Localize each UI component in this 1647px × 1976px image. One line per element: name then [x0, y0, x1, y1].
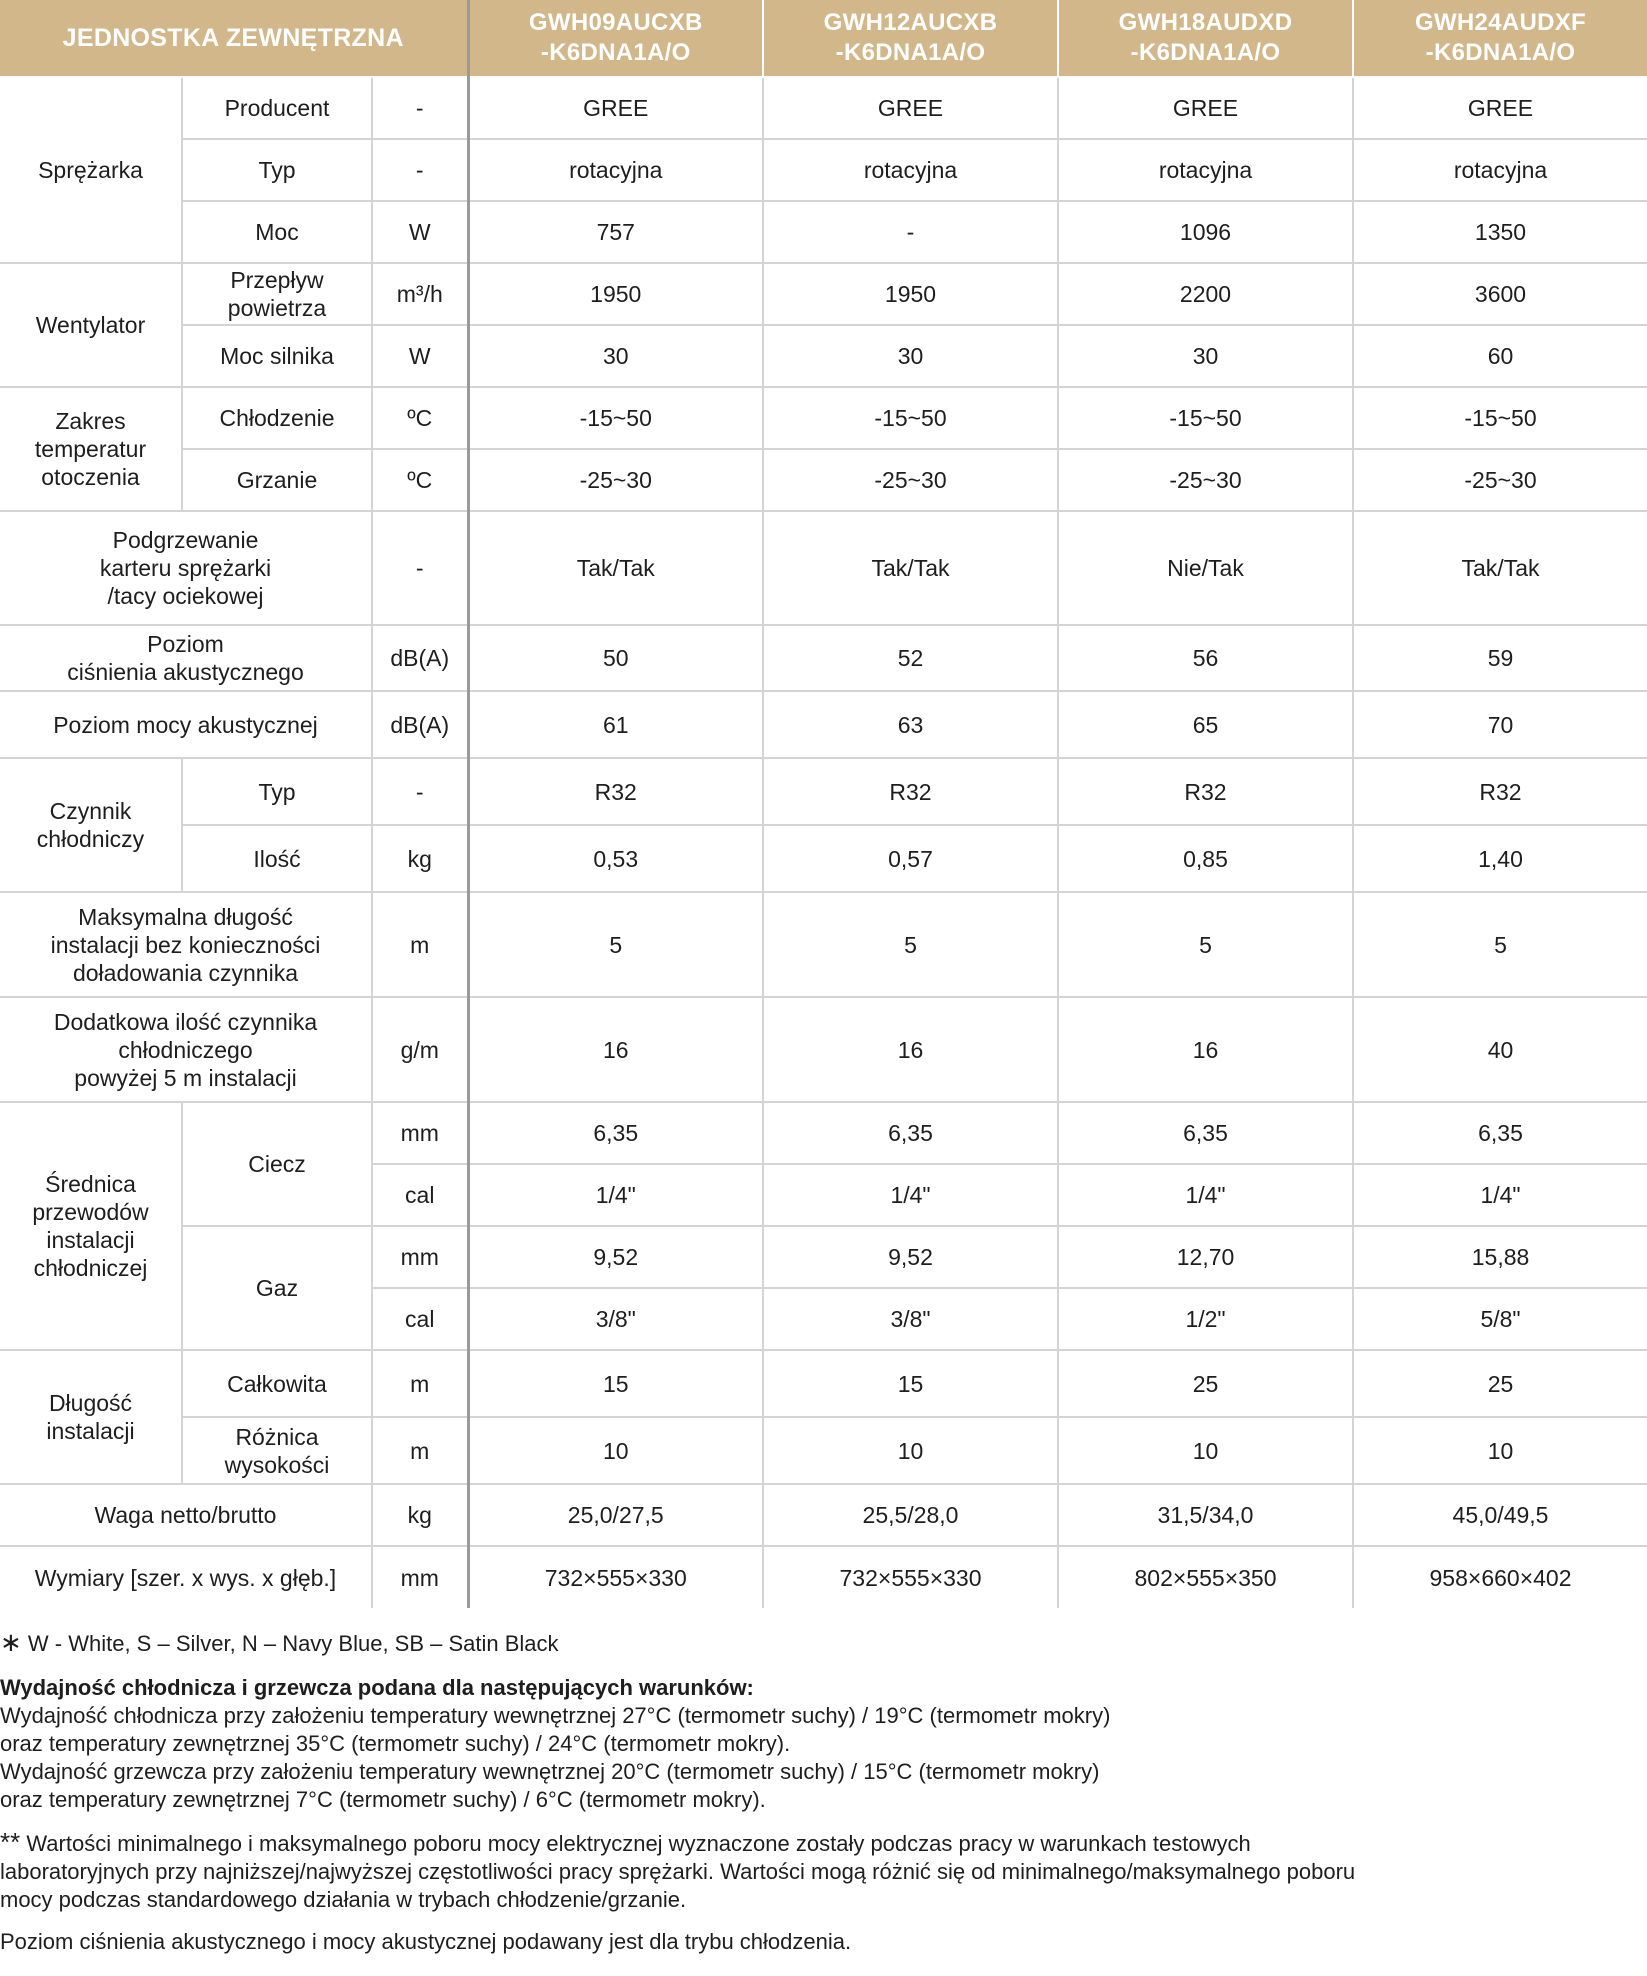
- value-cell: -25~30: [1353, 449, 1647, 511]
- unit-cell: -: [372, 77, 468, 139]
- table-row: [0, 1417, 1647, 1484]
- value-cell: 0,85: [1058, 825, 1353, 892]
- value-cell: 1/4": [1058, 1164, 1353, 1226]
- footnotes: [0, 1628, 1640, 1956]
- param-label: Ciecz: [182, 1102, 372, 1226]
- unit-cell: kg: [372, 825, 468, 892]
- value-cell: 9,52: [468, 1226, 763, 1288]
- value-cell: 2200: [1058, 263, 1353, 325]
- conditions-line: Wydajność chłodnicza przy założeniu temperatury wewnętrznej 27°C (termometr suchy) / 19°C (termometr mokry): [0, 1703, 1111, 1728]
- value-cell: 16: [763, 997, 1058, 1102]
- power-note-line: mocy podczas standardowego działania w trybach chłodzenie/grzanie.: [0, 1887, 687, 1912]
- value-cell: rotacyjna: [468, 139, 763, 201]
- unit-cell: -: [372, 511, 468, 625]
- table-row: [0, 1546, 1647, 1608]
- param-label: Waga netto/brutto: [0, 1484, 372, 1546]
- value-cell: 1950: [468, 263, 763, 325]
- value-cell: R32: [1058, 758, 1353, 825]
- conditions-title: Wydajność chłodnicza i grzewcza podana dla następujących warunków:: [0, 1675, 754, 1700]
- table-row: [0, 691, 1647, 758]
- value-cell: 61: [468, 691, 763, 758]
- table-row: [0, 825, 1647, 892]
- value-cell: 6,35: [1353, 1102, 1647, 1164]
- table-row: [0, 449, 1647, 511]
- unit-cell: -: [372, 758, 468, 825]
- value-cell: 16: [1058, 997, 1353, 1102]
- unit-cell: m³/h: [372, 263, 468, 325]
- value-cell: 25: [1353, 1350, 1647, 1417]
- value-cell: 1/4": [1353, 1164, 1647, 1226]
- group-label-compressor: Sprężarka: [0, 77, 182, 263]
- value-cell: 5: [1353, 892, 1647, 997]
- value-cell: 802×555×350: [1058, 1546, 1353, 1608]
- conditions-line: oraz temperatury zewnętrznej 7°C (termometr suchy) / 6°C (termometr mokry).: [0, 1787, 766, 1812]
- value-cell: 65: [1058, 691, 1353, 758]
- value-cell: GREE: [1058, 77, 1353, 139]
- value-cell: 31,5/34,0: [1058, 1484, 1353, 1546]
- param-label: Dodatkowa ilość czynnika chłodniczego powyżej 5 m instalacji: [0, 997, 372, 1102]
- table-row: [0, 1350, 1647, 1417]
- table-row: [0, 625, 1647, 691]
- value-cell: -25~30: [763, 449, 1058, 511]
- value-cell: 30: [1058, 325, 1353, 387]
- value-cell: 56: [1058, 625, 1353, 691]
- value-cell: R32: [763, 758, 1058, 825]
- unit-cell: W: [372, 201, 468, 263]
- value-cell: -15~50: [468, 387, 763, 449]
- value-cell: 5: [1058, 892, 1353, 997]
- value-cell: 0,53: [468, 825, 763, 892]
- value-cell: 732×555×330: [468, 1546, 763, 1608]
- acoustic-note: Poziom ciśnienia akustycznego i mocy akustycznej podawany jest dla trybu chłodzenia.: [0, 1929, 852, 1954]
- value-cell: Tak/Tak: [468, 511, 763, 625]
- table-row: [0, 325, 1647, 387]
- value-cell: rotacyjna: [1058, 139, 1353, 201]
- group-label-refrigerant: Czynnik chłodniczy: [0, 758, 182, 892]
- value-cell: 10: [468, 1417, 763, 1484]
- value-cell: R32: [468, 758, 763, 825]
- table-row: [0, 1226, 1647, 1288]
- param-label: Różnica wysokości: [182, 1417, 372, 1484]
- value-cell: 1/4": [763, 1164, 1058, 1226]
- param-label: Typ: [182, 758, 372, 825]
- unit-cell: mm: [372, 1546, 468, 1608]
- value-cell: 5/8": [1353, 1288, 1647, 1350]
- value-cell: 958×660×402: [1353, 1546, 1647, 1608]
- value-cell: -25~30: [1058, 449, 1353, 511]
- value-cell: 1/4": [468, 1164, 763, 1226]
- group-label-ambient-range: Zakres temperatur otoczenia: [0, 387, 182, 511]
- table-row: [0, 892, 1647, 997]
- unit-cell: -: [372, 139, 468, 201]
- value-cell: 1950: [763, 263, 1058, 325]
- value-cell: 1/2": [1058, 1288, 1353, 1350]
- value-cell: 6,35: [763, 1102, 1058, 1164]
- table-row: [0, 511, 1647, 625]
- group-label-installation-length: Długość instalacji: [0, 1350, 182, 1484]
- table-row: [0, 758, 1647, 825]
- value-cell: 9,52: [763, 1226, 1058, 1288]
- unit-cell: ºC: [372, 387, 468, 449]
- value-cell: 5: [468, 892, 763, 997]
- value-cell: 6,35: [1058, 1102, 1353, 1164]
- unit-cell: m: [372, 1350, 468, 1417]
- param-label: Wymiary [szer. x wys. x głęb.]: [0, 1546, 372, 1608]
- unit-cell: m: [372, 1417, 468, 1484]
- param-label: Moc silnika: [182, 325, 372, 387]
- value-cell: 1,40: [1353, 825, 1647, 892]
- value-cell: 16: [468, 997, 763, 1102]
- table-row: [0, 1484, 1647, 1546]
- param-label: Całkowita: [182, 1350, 372, 1417]
- value-cell: 0,57: [763, 825, 1058, 892]
- value-cell: 52: [763, 625, 1058, 691]
- unit-cell: kg: [372, 1484, 468, 1546]
- table-row: [0, 201, 1647, 263]
- value-cell: 1350: [1353, 201, 1647, 263]
- value-cell: 40: [1353, 997, 1647, 1102]
- double-asterisk-icon: **: [0, 1827, 21, 1857]
- unit-cell: dB(A): [372, 625, 468, 691]
- value-cell: 15: [468, 1350, 763, 1417]
- param-label: Poziom ciśnienia akustycznego: [0, 625, 372, 691]
- value-cell: Nie/Tak: [1058, 511, 1353, 625]
- param-label: Chłodzenie: [182, 387, 372, 449]
- value-cell: GREE: [1353, 77, 1647, 139]
- value-cell: Tak/Tak: [763, 511, 1058, 625]
- value-cell: rotacyjna: [1353, 139, 1647, 201]
- value-cell: 25,5/28,0: [763, 1484, 1058, 1546]
- conditions-line: oraz temperatury zewnętrznej 35°C (termometr suchy) / 24°C (termometr mokry).: [0, 1731, 791, 1756]
- header-model-1: GWH09AUCXB -K6DNA1A/O: [468, 0, 763, 77]
- value-cell: 12,70: [1058, 1226, 1353, 1288]
- value-cell: 59: [1353, 625, 1647, 691]
- param-label: Typ: [182, 139, 372, 201]
- value-cell: rotacyjna: [763, 139, 1058, 201]
- value-cell: 25: [1058, 1350, 1353, 1417]
- conditions-line: Wydajność grzewcza przy założeniu temperatury wewnętrznej 20°C (termometr suchy) / 15°C (termometr mokry): [0, 1759, 1100, 1784]
- header-model-3: GWH18AUDXD -K6DNA1A/O: [1058, 0, 1353, 77]
- unit-cell: mm: [372, 1226, 468, 1288]
- param-label: Przepływ powietrza: [182, 263, 372, 325]
- value-cell: 60: [1353, 325, 1647, 387]
- value-cell: 25,0/27,5: [468, 1484, 763, 1546]
- value-cell: 10: [763, 1417, 1058, 1484]
- unit-cell: g/m: [372, 997, 468, 1102]
- colors-note: ∗ W - White, S – Silver, N – Navy Blue, SB – Satin Black: [0, 1627, 559, 1657]
- group-label-pipe-diameter: Średnica przewodów instalacji chłodniczej: [0, 1102, 182, 1350]
- power-note-line: laboratoryjnych przy najniższej/najwyższej częstotliwości pracy sprężarki. Wartości mogą różnić się od minimalnego/maksymalnego poboru: [0, 1859, 1356, 1884]
- value-cell: 6,35: [468, 1102, 763, 1164]
- value-cell: 30: [763, 325, 1058, 387]
- table-row: [0, 387, 1647, 449]
- param-label: Moc: [182, 201, 372, 263]
- unit-cell: cal: [372, 1288, 468, 1350]
- param-label: Ilość: [182, 825, 372, 892]
- value-cell: 70: [1353, 691, 1647, 758]
- unit-cell: ºC: [372, 449, 468, 511]
- value-cell: 15,88: [1353, 1226, 1647, 1288]
- value-cell: -15~50: [763, 387, 1058, 449]
- table-row: [0, 997, 1647, 1102]
- value-cell: GREE: [763, 77, 1058, 139]
- power-note: ** Wartości minimalnego i maksymalnego poboru mocy elektrycznej wyznaczone zostały podczas pracy w warunkach testowych: [0, 1827, 1251, 1857]
- unit-cell: W: [372, 325, 468, 387]
- value-cell: 30: [468, 325, 763, 387]
- param-label: Maksymalna długość instalacji bez konieczności doładowania czynnika: [0, 892, 372, 997]
- value-cell: 1096: [1058, 201, 1353, 263]
- value-cell: R32: [1353, 758, 1647, 825]
- value-cell: 45,0/49,5: [1353, 1484, 1647, 1546]
- table-row: [0, 77, 1647, 139]
- header-group-label: JEDNOSTKA ZEWNĘTRZNA: [0, 0, 468, 77]
- value-cell: GREE: [468, 77, 763, 139]
- value-cell: 3/8": [468, 1288, 763, 1350]
- value-cell: Tak/Tak: [1353, 511, 1647, 625]
- value-cell: -25~30: [468, 449, 763, 511]
- header-row: [0, 0, 1647, 77]
- value-cell: 3600: [1353, 263, 1647, 325]
- asterisk-icon: ∗: [0, 1627, 22, 1657]
- unit-cell: dB(A): [372, 691, 468, 758]
- value-cell: 757: [468, 201, 763, 263]
- value-cell: 10: [1353, 1417, 1647, 1484]
- param-label: Podgrzewanie karteru sprężarki /tacy ociekowej: [0, 511, 372, 625]
- unit-cell: mm: [372, 1102, 468, 1164]
- value-cell: -: [763, 201, 1058, 263]
- value-cell: 732×555×330: [763, 1546, 1058, 1608]
- table-row: [0, 139, 1647, 201]
- param-label: Poziom mocy akustycznej: [0, 691, 372, 758]
- value-cell: 10: [1058, 1417, 1353, 1484]
- value-cell: 15: [763, 1350, 1058, 1417]
- table-row: [0, 1102, 1647, 1164]
- header-model-2: GWH12AUCXB -K6DNA1A/O: [763, 0, 1058, 77]
- param-label: Grzanie: [182, 449, 372, 511]
- table-row: [0, 263, 1647, 325]
- value-cell: 5: [763, 892, 1058, 997]
- value-cell: 3/8": [763, 1288, 1058, 1350]
- param-label: Producent: [182, 77, 372, 139]
- unit-cell: cal: [372, 1164, 468, 1226]
- value-cell: 63: [763, 691, 1058, 758]
- unit-cell: m: [372, 892, 468, 997]
- value-cell: -15~50: [1353, 387, 1647, 449]
- header-model-4: GWH24AUDXF -K6DNA1A/O: [1353, 0, 1647, 77]
- group-label-fan: Wentylator: [0, 263, 182, 387]
- param-label: Gaz: [182, 1226, 372, 1350]
- value-cell: -15~50: [1058, 387, 1353, 449]
- value-cell: 50: [468, 625, 763, 691]
